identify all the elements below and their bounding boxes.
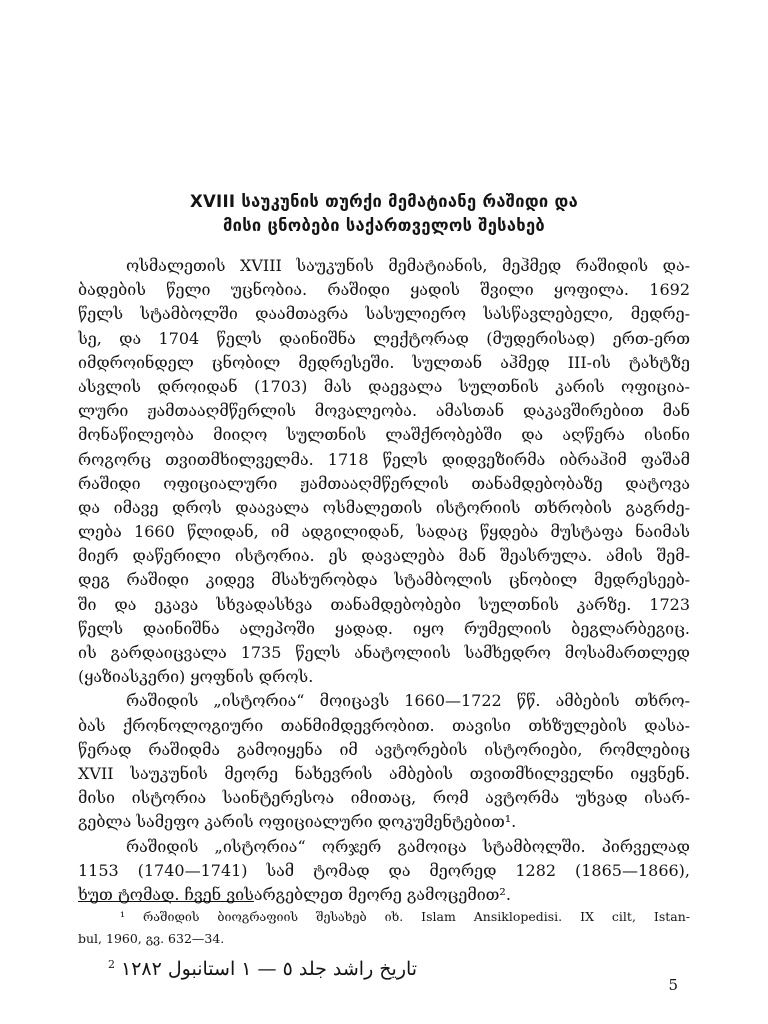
chapter-title-line-2: მისი ცნობები საქართველოს შესახებ <box>222 216 546 235</box>
footnote-2 <box>78 950 690 980</box>
footnote-2-marker: 2 <box>108 958 115 971</box>
footnote-2-ottoman-text: تاریخ راشد جلد ٥ — ١ استانبول ١٢٨٢ <box>121 958 418 981</box>
text-line: სე, და 1704 წელს დაინიშნა ლექტორად (მუდერისად) ერთ-ერთ <box>78 328 690 348</box>
text-line: ოსმალეთის XVIII საუკუნის მემატიანის, მეჰმედ რაშიდის და- <box>126 256 690 275</box>
text-line: და იმავე დროს დაავალა ოსმალეთის ისტორიის თხრობის გაგრძე- <box>78 497 690 517</box>
text-line: მონაწილეობა მიიღო სულთნის ლაშქრობებში და აღწერა ისინი <box>78 425 690 445</box>
text-line: დეგ რაშიდი კიდევ მსახურობდა სტამბოლის ცნობილ მედრესეებ- <box>78 570 690 590</box>
text-line: მიერ დაწერილი ისტორია. ეს დავალება მან შეასრულა. ამის შემ- <box>78 546 690 566</box>
footnote-divider <box>78 901 254 902</box>
footnote-1-line-2: bul, 1960, გვ. 632—34. <box>78 931 225 946</box>
text-line: 1153 (1740—1741) სამ ტომად და მეორედ 1282 (1865—1866), <box>78 860 690 880</box>
page-number: 5 <box>668 976 678 994</box>
body-text <box>78 254 690 907</box>
text-line: XVII საუკუნის მეორე ნახევრის ამბების თვითმხილველნი იყვნენ. <box>78 763 690 783</box>
text-line: ბას ქრონოლოგიური თანმიმდევრობით. თავისი თხზულების დასა- <box>78 715 690 735</box>
text-line: ასვლის დროიდან (1703) მას დაევალა სულთნის კარის ოფიცია- <box>78 376 690 396</box>
text-line: მისი ისტორია საინტერესოა იმითაც, რომ ავტორმა უხვად ისარ- <box>78 788 690 808</box>
text-line: წერად რაშიდმა გამოიყენა იმ ავტორების ისტორიები, რომლებიც <box>78 739 690 759</box>
text-line: რაშიდის „ისტორია“ მოიცავს 1660—1722 წწ. ამბების თხრო- <box>126 691 690 711</box>
chapter-title <box>78 190 690 238</box>
text-line: ხუთ ტომად. ჩვენ ვისარგებლეთ მეორე გამოცემით². <box>78 884 511 904</box>
text-line: გებლა სამეფო კარის ოფიციალური დოკუმენტებით¹. <box>78 812 517 832</box>
text-line: როგორც თვითმხილველმა. 1718 წელს დიდვეზირმა იბრაჰიმ ფაშამ <box>78 449 690 469</box>
text-line: ის გარდაიცვალა 1735 წელს ანატოლიის სამხედრო მოსამართლედ <box>78 643 690 662</box>
text-line: წელს სტამბოლში დაამთავრა სასულიერო სასწავლებელი, მედრე- <box>78 304 690 324</box>
text-line: რაშიდის „ისტორია“ ორჯერ გამოიცა სტამბოლში. პირველად <box>126 836 690 856</box>
text-line: ლება 1660 წლიდან, იმ ადგილიდან, სადაც წყდება მუსტაფა ნაიმას <box>78 522 690 542</box>
footnote-1-line-1: ¹ რაშიდის ბიოგრაფიის შესახებ იხ. Islam Ansiklopedisi. IX cilt, Istan- <box>120 909 690 924</box>
chapter-title-line-1: XVIII საუკუნის თურქი მემატიანე რაშიდი და <box>189 192 579 211</box>
text-line: ლური ჟამთააღმწერლის მოვალეობა. ამასთან დაკავშირებით მან <box>78 401 690 421</box>
footnotes <box>78 906 690 980</box>
text-line: ში და ეკავა სხვადასხვა თანამდებობები სულთნის კარზე. 1723 <box>78 594 690 614</box>
text-line: წელს დაინიშნა ალეპოში ყადად. იყო რუმელიის ბეგლარბეგიც. <box>78 618 690 638</box>
text-line: ბადების წელი უცნობია. რაშიდი ყადის შვილი ყოფილა. 1692 <box>78 280 690 300</box>
text-line: იმდროინდელ ცნობილ მედრესეში. სულთან აჰმედ III-ის ტახტზე <box>78 352 690 372</box>
text-line: რაშიდი ოფიციალური ჟამთააღმწერლის თანამდებობაზე დატოვა <box>78 473 690 493</box>
text-line: (ყაზიასკერი) ყოფნის დროს. <box>78 667 314 687</box>
